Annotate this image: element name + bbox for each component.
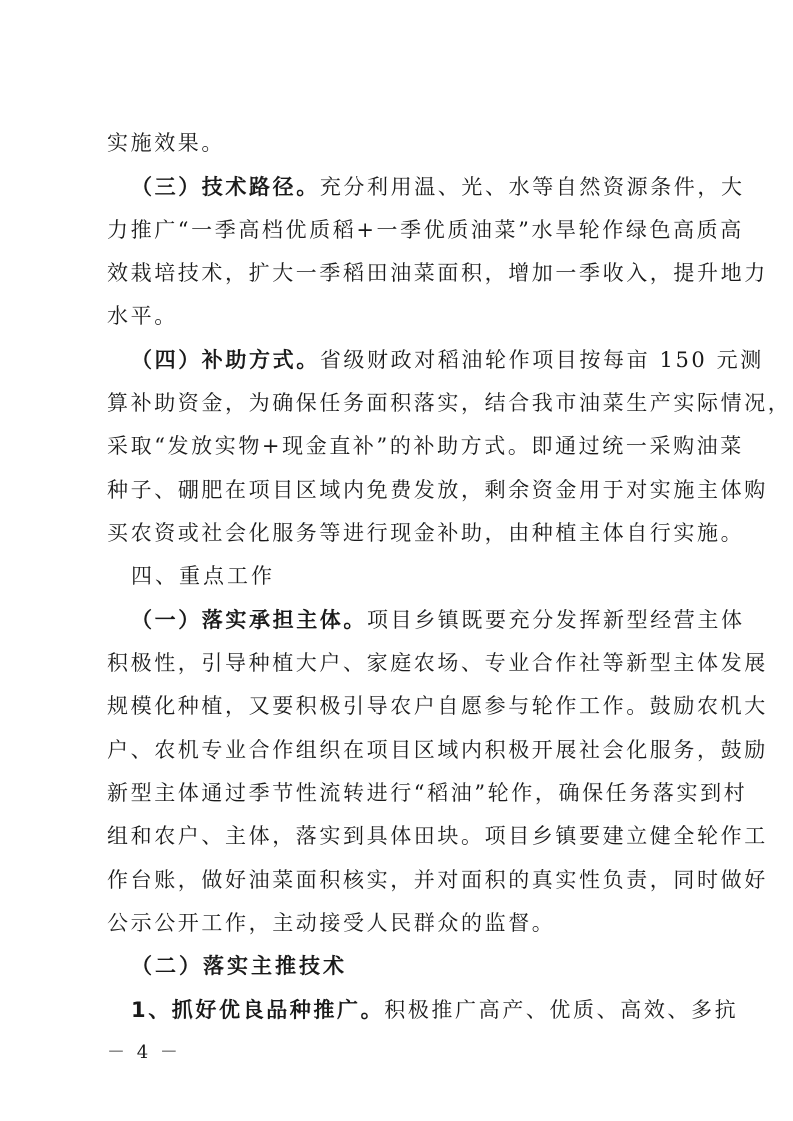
paragraph-text: 积极推广高产、优质、高效、多抗 bbox=[384, 998, 739, 1022]
text-line: 力推广“一季高档优质稻+一季优质油菜”水旱轮作绿色高质高 bbox=[107, 218, 744, 242]
text-line: 新型主体通过季节性流转进行“稻油”轮作，确保任务落实到村 bbox=[107, 781, 748, 805]
text-line: 规模化种植，又要积极引导农户自愿参与轮作工作。鼓励农机大 bbox=[107, 694, 768, 718]
text-line: 作台账，做好油菜面积核实，并对面积的真实性负责，同时做好 bbox=[107, 868, 768, 892]
text-line: 效栽培技术，扩大一季稻田油菜面积，增加一季收入，提升地力 bbox=[107, 261, 768, 285]
paragraph-lead: 1、抓好优良品种推广。 bbox=[131, 998, 385, 1022]
paragraph-subsidy-method bbox=[131, 346, 764, 374]
paragraph-technical-path bbox=[131, 173, 745, 201]
paragraph-text: 项目乡镇既要充分发挥新型经营主体 bbox=[367, 608, 745, 632]
text-line: 实施效果。 bbox=[107, 131, 225, 155]
paragraph-lead: （四）补助方式。 bbox=[131, 348, 320, 372]
text-line: 买农资或社会化服务等进行现金补助，由种植主体自行实施。 bbox=[107, 521, 745, 545]
subsection-heading: （二）落实主推技术 bbox=[131, 954, 347, 978]
section-heading: 四、重点工作 bbox=[131, 564, 275, 588]
text-line: 水平。 bbox=[107, 304, 178, 328]
text-line: 组和农户、主体，落实到具体田块。项目乡镇要建立健全轮作工 bbox=[107, 824, 768, 848]
text-line: 公示公开工作，主动接受人民群众的监督。 bbox=[107, 911, 556, 935]
text-line: 户、农机专业合作组织在项目区域内积极开展社会化服务，鼓励 bbox=[107, 738, 768, 762]
paragraph-lead: （一）落实承担主体。 bbox=[131, 608, 367, 632]
paragraph-implementing-subject bbox=[131, 606, 745, 634]
paragraph-text: 省级财政对稻油轮作项目按每亩 150 元测 bbox=[319, 348, 764, 372]
text-line: 积极性，引导种植大户、家庭农场、专业合作社等新型主体发展 bbox=[107, 651, 768, 675]
paragraph-text: 充分利用温、光、水等自然资源条件，大 bbox=[319, 175, 745, 199]
text-line: 算补助资金，为确保任务面积落实，结合我市油菜生产实际情况， bbox=[107, 391, 792, 415]
paragraph-variety-promotion bbox=[131, 996, 739, 1024]
text-line: 种子、硼肥在项目区域内免费发放，剩余资金用于对实施主体购 bbox=[107, 478, 768, 502]
paragraph-lead: （三）技术路径。 bbox=[131, 175, 320, 199]
page-number: － 4 － bbox=[107, 1042, 181, 1063]
text-line: 采取“发放实物+现金直补”的补助方式。即通过统一采购油菜 bbox=[107, 434, 744, 458]
